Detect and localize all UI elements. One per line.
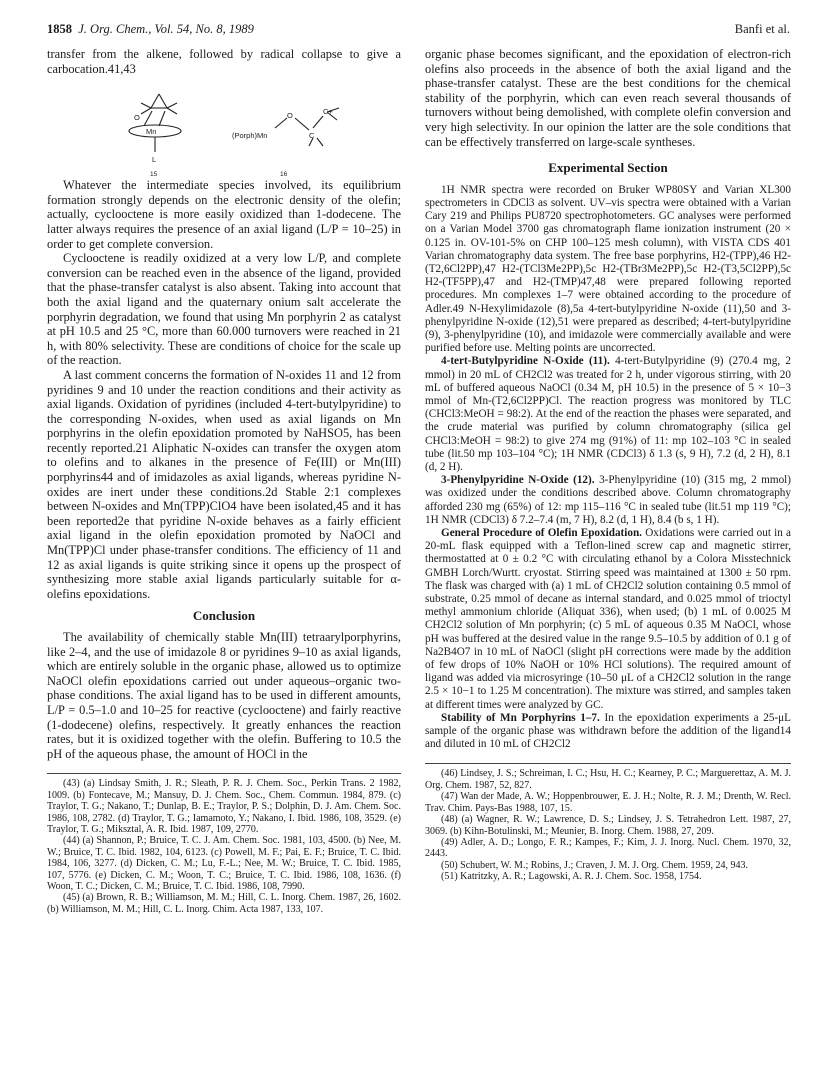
compound-11-title: 4-tert-Butylpyridine N-Oxide (11). xyxy=(441,355,610,368)
structure-15 xyxy=(129,94,181,152)
stability-text: In the epoxidation experiments a 25-μL sample of the organic phase was withdrawn before the addition of the ligand14 and diluted in 10 mL of CH2Cl2 xyxy=(425,711,792,751)
page-header xyxy=(47,22,790,40)
conclusion-text: The availability of chemically stable Mn(III) tetraarylporphyrins, like 2–4, and the use of imidazole 8 or pyridines 9–10 as axial ligands, which are entirely soluble in the organic phase, allowed us to optimize NaOCl olefin epoxidations carried out under aqueous–organic two-phase conditions. The axial ligand has to be used in different amounts, L/P = 0.5–1.0 and 10–25 for reactive (cyclooctene) and fairly reactive (1-dodecene) olefins, respectively. It greatly enhances the reaction rates, but it is oxidized together with the olefin. Buffering to 10.5 the pH of the aqueous phase, the amount of HOCl in the xyxy=(47,630,401,761)
compound-12-text: 3-Phenylpyridine (10) (315 mg, 2 mmol) was oxidized under the conditions described above. Column chromatography afforded 230 mg (65%) of 12: mp 115–116 °C in sealed tube (lit.51 mp 119 °C); 1H NMR (CDCl3) δ 7.2–7.4 (m, 7 H), 8.2 (d, 1 H), 8.4 (b s, 1 H). xyxy=(425,474,792,526)
header-left xyxy=(47,22,254,37)
c-plus-label: C+ xyxy=(323,107,333,117)
journal-citation: J. Org. Chem., Vol. 54, No. 8, 1989 xyxy=(78,22,254,36)
footnote-43: (43) (a) Lindsay Smith, J. R.; Sleath, P. R. J. Chem. Soc., Perkin Trans. 2 1982, 1009. (b) Fontecave, M.; Mansuy, D. J. Chem. Soc., Chem. Commun. 1984, 879. (c) Traylor, T. G.; Nakano, T.; Dunlap, B. E.; Traylor, P. S.; Dolphin, D. J. Am. Chem. Soc. 1986, 108, 2782. (d) Traylor, T. G.; Iamamoto, Y.; Nakano, I. Ibid. 1986, 108, 3529. (e) Traylor, T. G.; Miksztal, A. R. Ibid. 1987, 109, 2770. xyxy=(47,778,401,835)
experimental-body xyxy=(425,184,791,752)
epoxidation-title: General Procedure of Olefin Epoxidation. xyxy=(441,527,642,540)
label-15: 15 xyxy=(150,171,158,179)
experimental-general: 1H NMR spectra were recorded on Bruker WP80SY and Varian XL300 spectrometers in CDCl3 as solvent. UV–vis spectra were obtained with a Varian Cary 219 and Philips PU8720 spectrophotometers. GC analyses were performed on a Varian Model 3700 gas chromatograph flame ionization instrument (20 × 0.125 in. OV-101-5% on CHP 100–125 mesh column), with VISTA CDS 401 Varian chromatography data system. The free base porphyrins, H2-(TPP),46 H2-(T2,6Cl2PP),47 H2-(TCl3Me2PP),5c H2-(TBr3Me2PP),5c H2-(T3,5Cl2PP),5c H2-(TF5PP),47 and H2-(TMP)47,48 were prepared following reported procedures. Mn complexes 1–7 were obtained according to the procedure of Adler.49 N-Hexylimidazole (8),5a 4-tert-butylpyridine N-oxide (11),50 and 3-phenylpyridine N-oxide (12),51 were prepared as described; 4-tert-butylpyridine (9), 3-phenylpyridine (10), and imidazole were commercially available and were purified before use. Melting points are uncorrected. xyxy=(425,183,791,355)
conclusion-heading: Conclusion xyxy=(192,608,256,624)
footnote-45: (45) (a) Brown, R. B.; Williamson, M. M.; Hill, C. L. Inorg. Chem. 1987, 26, 1602. (b) Williamson, M. M.; Hill, C. L. Inorg. Chim. Acta 1987, 133, 107. xyxy=(47,892,401,915)
page-number: 1858 xyxy=(47,22,72,36)
running-authors: Banfi et al. xyxy=(734,22,790,36)
intro-paragraph: transfer from the alkene, followed by radical collapse to give a carbocation.41,43 xyxy=(47,47,401,76)
footnote-46: (46) Lindsey, J. S.; Schreiman, I. C.; Hsu, H. C.; Kearney, P. C.; Marguerettaz, A. M. J. Org. Chem. 1987, 52, 827. xyxy=(425,768,791,791)
epoxidation-text: Oxidations were carried out in a 20-mL flask equipped with a Teflon-lined screw cap and magnetic stirrer, thermostatted at 0 ± 0.2 °C with circulating ethanol by a Colora Misstechnick GMBH Lorch/Wurtt. cryostat. Stirring speed was maintained at 1300 ± 50 rpm. The flask was charged with (a) 1 mL of CH2Cl2 solution containing 0.5 mmol of substrate, 0.25 mmol of decane as internal standard, and 0.025 mmol of trioctyl methyl ammonium chloride (Aliquat 336), when used; (b) 1 mL of 0.0025 M CH2Cl2 solution of Mn porphyrin; (c) 5 mL of aqueous 0.35 M NaOCl, whose pH was buffered at the desired value in the range 9.5–10.5 by addition of 0.1 g of Na2B4O7 in 10 mL of NaOCl (slight pH corrections were made by the addition of few drops of 10% NaOH or 10% HCl solutions). The required amount of ligand was added via microsyringe (10–50 μL of a CH2Cl2 solution in the range 2.5 × 10−1 to 1.25 M concentration). The mixture was stirred, and samples taken at different times were analyzed by GC. xyxy=(425,527,791,711)
structure-figure xyxy=(47,76,401,178)
footnote-50: (50) Schubert, W. M.; Robins, J.; Craven, J. M. J. Org. Chem. 1959, 24, 943. xyxy=(441,859,749,871)
experimental-compound-12 xyxy=(425,474,791,527)
o-label-15: O xyxy=(134,113,140,123)
mn-label: Mn xyxy=(146,127,157,137)
experimental-stability xyxy=(425,712,791,752)
stability-title: Stability of Mn Porphyrins 1–7. xyxy=(441,711,600,724)
chemical-structures xyxy=(47,76,401,178)
experimental-epoxidation xyxy=(425,527,791,712)
footnote-44: (44) (a) Shannon, P.; Bruice, T. C. J. Am. Chem. Soc. 1981, 103, 4500. (b) Nee, M. W.; Bruice, T. C. Ibid. 1982, 104, 6123. (c) Powell, M. F.; Pai, E. F.; Bruice, T. C. Ibid. 1984, 106, 3277. (d) Dicken, C. M.; Lu, F.-L.; Nee, M. W.; Bruice, T. C. Ibid. 1985, 107, 5776. (e) Dicken, C. M.; Woon, T. C.; Bruice, T. C. Ibid. 1986, 108, 1636. (f) Woon, T. C.; Dicken, C. M.; Bruice, T. C. Ibid. 1986, 108, 7990. xyxy=(47,835,401,892)
compound-12-title: 3-Phenylpyridine N-Oxide (12). xyxy=(441,474,595,487)
porph-mn-label: (Porph)Mn xyxy=(232,131,268,141)
c-label: C xyxy=(309,131,315,141)
footnotes-left xyxy=(47,778,401,915)
experimental-compound-11 xyxy=(425,355,791,474)
right-column xyxy=(425,47,791,883)
footnote-47: (47) Wan der Made, A. W.; Hoppenbrouwer, E. J. H.; Nolte, R. J. M.; Drenth, W. Recl. Trav. Chim. Pays-Bas 1988, 107, 15. xyxy=(425,791,791,814)
label-16: 16 xyxy=(280,171,288,179)
o-label-16: O xyxy=(287,111,293,121)
footnote-49: (49) Adler, A. D.; Longo, F. R.; Kampes, F.; Kim, J. J. Inorg. Nucl. Chem. 1970, 32, 2443. xyxy=(425,836,791,860)
footnote-divider-left xyxy=(47,773,401,774)
right-intro-paragraph: organic phase becomes significant, and the epoxidation of electron-rich olefins also proceeds in the absence of both the axial ligand and the phase-transfer catalyst. These are the best conditions for the chemical stability of the porphyrin, which can even reach several thousands of turnovers without being demolished, with complete olefin conversion and very high selectivity. In our opinion the latter are the sole conditions that can be effectively transferred on large-scale syntheses. xyxy=(425,47,791,149)
footnote-divider-right xyxy=(425,763,791,764)
left-column xyxy=(47,47,401,915)
l-label: L xyxy=(152,155,157,165)
footnotes-right xyxy=(425,768,791,882)
paragraph-n-oxides: A last comment concerns the formation of N-oxides 11 and 12 from pyridines 9 and 10 under the reaction conditions and their activity as axial ligands. Oxidation of pyridines (included 4-tert-butylpyridine) to the corresponding N-oxides, when used as axial ligands on Mn porphyrins in the olefin epoxidation promoted by NaHSO5, has been recently reported.21 Aliphatic N-oxides can transfer the oxygen atom to olefins and to alkanes in the presence of Fe(III) or Mn(III) porphyrins44 and of imidazoles as axial ligands, whereas pyridine N-oxides are inert under these conditions.2d Stable 2:1 complexes between N-oxides and Mn(TPP)ClO4 have been isolated,45 and it has been reported2e that pyridine N-oxide behaves as a fairly efficient axial ligand in the olefin epoxidation promoted by NaOCl and Mn(TPP)Cl under phase-transfer conditions. The efficiency of 11 and 12 as axial ligands is quite striking since it opens up the prospect of synthesizing more stable axial ligands particularly suitable for α-olefins epoxidations. xyxy=(47,367,401,601)
compound-11-text: 4-tert-Butylpyridine (9) (270.4 mg, 2 mmol) in 20 mL of CH2Cl2 was treated for 2 h, under vigorous stirring, with 20 mL of buffered aqueous NaOCl (0.34 M, pH 10.5) in the presence of 5 × 10−3 mmol of Mn-(T2,6Cl2PP)Cl. The reaction progress was monitored by TLC (CHCl3:MeOH = 98:2). At the end of the reaction the phases were separated, and the crude material was purified by column chromatography (silica gel CHCl3:MeOH = 98:2) to give 274 mg (91%) of 11: mp 102–103 °C in sealed tube (lit.50 mp 103–104 °C); 1H NMR (CDCl3) δ 1.3 (s, 9 H), 7.2 (d, 2 H), 8.1 (d, 2 H). xyxy=(425,355,792,474)
paragraph-cyclooctene: Cyclooctene is readily oxidized at a very low L/P, and complete conversion can be reached even in the absence of the ligand, provided that the phase-transfer catalyst is also absent. Taking into account that both the axial ligand and the quaternary onium salt accelerate the porphyrin degradation, we found that using Mn porphyrin 2 as catalyst at pH 10.5 and 25 °C, more than 60.000 turnovers were reached in 21 h, with 80% selectivity. These are conditions of choice for the scale up of the reaction. xyxy=(47,251,401,368)
footnote-48: (48) (a) Wagner, R. W.; Lawrence, D. S.; Lindsey, J. S. Tetrahedron Lett. 1987, 27, 3069. (b) Kihn-Botulinski, M.; Meunier, B. Inorg. Chem. 1988, 27, 209. xyxy=(425,814,791,837)
paragraph-equilibrium: Whatever the intermediate species involved, its equilibrium formation strongly depends on the electronic density of the olefin; actually, cyclooctene is more easily oxidized than 1-dodecene. The latter always requires the presence of an axial ligand (L/P = 10–25) in order to get complete conversion. xyxy=(47,178,401,251)
experimental-heading: Experimental Section xyxy=(548,160,668,176)
footnote-51: (51) Katritzky, A. R.; Lagowski, A. R. J. Chem. Soc. 1958, 1754. xyxy=(441,871,702,883)
